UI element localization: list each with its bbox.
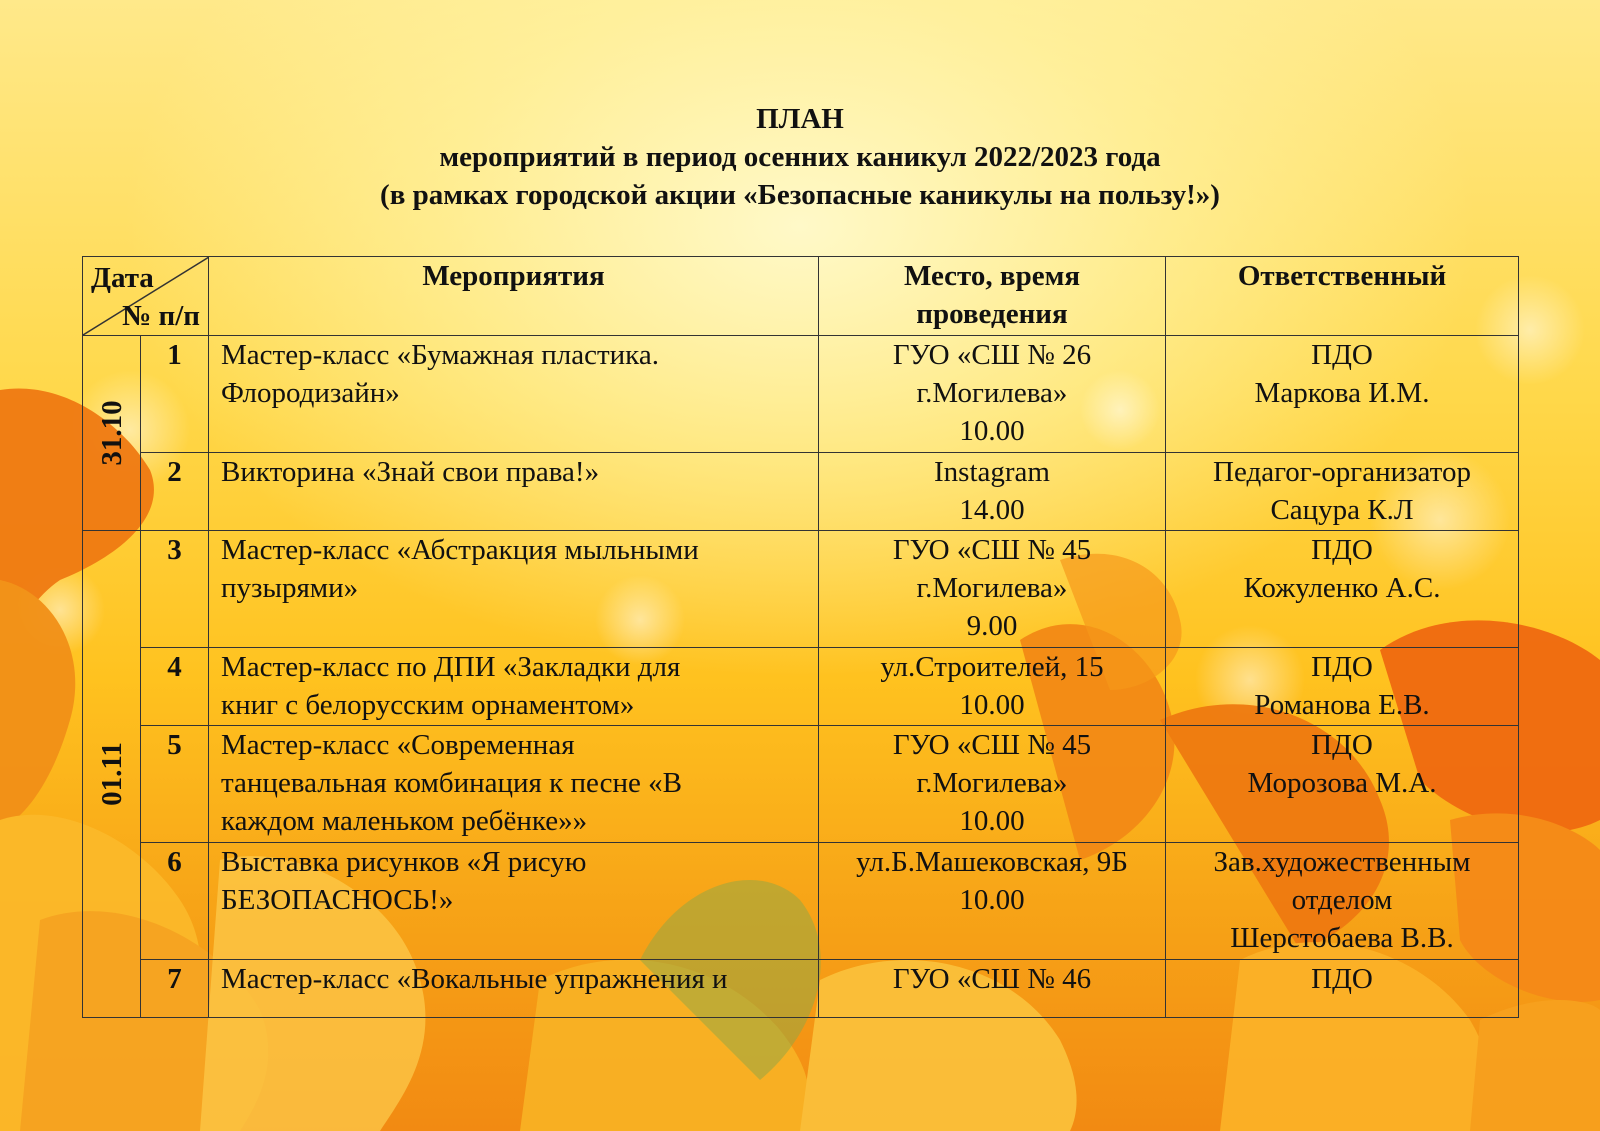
place-line: 10.00 — [959, 805, 1025, 837]
place-line: ГУО «СШ № 45 — [892, 534, 1092, 566]
event-line: Выставка рисунков «Я рисую — [221, 846, 587, 878]
event-line: книг с белорусским орнаментом» — [221, 689, 635, 721]
header-date: Дата — [91, 262, 154, 294]
title-line-1: ПЛАН — [756, 103, 844, 135]
place-line: ГУО «СШ № 45 — [892, 729, 1092, 761]
table-header-row — [83, 257, 1519, 336]
responsible-cell — [1166, 453, 1519, 531]
responsible-line: ПДО — [1311, 651, 1373, 683]
responsible-cell — [1166, 531, 1519, 648]
event-line: Мастер-класс «Бумажная пластика. — [221, 339, 659, 371]
table-row — [83, 336, 1519, 453]
responsible-line: Кожуленко А.С. — [1243, 572, 1441, 604]
place-cell — [819, 726, 1166, 843]
header-place-time-line-2: проведения — [916, 298, 1068, 330]
responsible-cell — [1166, 960, 1519, 1018]
table-row — [83, 648, 1519, 726]
responsible-line: отделом — [1291, 884, 1393, 916]
place-line: ГУО «СШ № 46 — [892, 963, 1092, 995]
place-line: г.Могилева» — [916, 377, 1068, 409]
title-line-3: (в рамках городской акции «Безопасные каникулы на пользу!») — [380, 179, 1220, 211]
header-events: Мероприятия — [209, 257, 819, 336]
events-table — [82, 256, 1519, 1018]
place-line: 9.00 — [966, 610, 1018, 642]
row-number: 4 — [141, 648, 209, 726]
place-line: 10.00 — [959, 689, 1025, 721]
place-cell — [819, 531, 1166, 648]
place-line: г.Могилева» — [916, 767, 1068, 799]
event-line: Мастер-класс «Абстракция мыльными — [221, 534, 699, 566]
responsible-cell — [1166, 726, 1519, 843]
header-place-time-line-1: Место, время — [903, 260, 1081, 292]
place-line: г.Могилева» — [916, 572, 1068, 604]
date-label: 01.11 — [95, 742, 128, 806]
title-line-2: мероприятий в период осенних каникул 2022/2023 года — [439, 141, 1161, 173]
responsible-line: Маркова И.М. — [1254, 377, 1430, 409]
row-number: 1 — [141, 336, 209, 453]
place-cell — [819, 453, 1166, 531]
event-cell — [209, 648, 819, 726]
row-number: 7 — [141, 960, 209, 1018]
responsible-line: ПДО — [1311, 339, 1373, 371]
place-line: 14.00 — [959, 494, 1025, 526]
header-number: № п/п — [122, 300, 200, 332]
header-place-time — [819, 257, 1166, 336]
table-row — [83, 726, 1519, 843]
responsible-line: ПДО — [1311, 963, 1373, 995]
header-responsible: Ответственный — [1166, 257, 1519, 336]
document-title — [0, 100, 1600, 214]
event-line: Викторина «Знай свои права!» — [221, 456, 600, 488]
table-row — [83, 531, 1519, 648]
place-line: 10.00 — [959, 415, 1025, 447]
responsible-line: Шерстобаева В.В. — [1230, 922, 1454, 954]
event-line: каждом маленьком ребёнке»» — [221, 805, 588, 837]
responsible-line: Педагог-организатор — [1213, 456, 1471, 488]
date-cell — [83, 531, 141, 1018]
responsible-cell — [1166, 336, 1519, 453]
event-line: танцевальная комбинация к песне «В — [221, 767, 682, 799]
date-cell — [83, 336, 141, 531]
place-line: ГУО «СШ № 26 — [892, 339, 1092, 371]
event-cell — [209, 531, 819, 648]
date-label: 31.10 — [95, 400, 128, 466]
event-cell — [209, 960, 819, 1018]
event-line: БЕЗОПАСНОСЬ!» — [221, 884, 454, 916]
place-line: ул.Строителей, 15 — [880, 651, 1104, 683]
responsible-cell — [1166, 648, 1519, 726]
event-line: Мастер-класс по ДПИ «Закладки для — [221, 651, 681, 683]
row-number: 5 — [141, 726, 209, 843]
place-line: 10.00 — [959, 884, 1025, 916]
responsible-line: Романова Е.В. — [1254, 689, 1430, 721]
event-cell — [209, 336, 819, 453]
row-number: 3 — [141, 531, 209, 648]
table-row — [83, 843, 1519, 960]
event-line: Флородизайн» — [221, 377, 400, 409]
event-line: Мастер-класс «Вокальные упражнения и — [221, 963, 728, 995]
responsible-line: ПДО — [1311, 729, 1373, 761]
header-date-number — [83, 257, 209, 336]
responsible-line: Сацура К.Л — [1270, 494, 1414, 526]
responsible-line: Морозова М.А. — [1247, 767, 1437, 799]
responsible-line: ПДО — [1311, 534, 1373, 566]
row-number: 2 — [141, 453, 209, 531]
place-cell — [819, 960, 1166, 1018]
responsible-line: Зав.художественным — [1213, 846, 1471, 878]
table-row — [83, 453, 1519, 531]
place-cell — [819, 648, 1166, 726]
place-line: Instagram — [934, 456, 1050, 488]
event-line: Мастер-класс «Современная — [221, 729, 575, 761]
event-cell — [209, 843, 819, 960]
place-cell — [819, 336, 1166, 453]
responsible-cell — [1166, 843, 1519, 960]
row-number: 6 — [141, 843, 209, 960]
event-cell — [209, 453, 819, 531]
place-cell — [819, 843, 1166, 960]
event-cell — [209, 726, 819, 843]
place-line: ул.Б.Машековская, 9Б — [856, 846, 1128, 878]
event-line: пузырями» — [221, 572, 359, 604]
table-row — [83, 960, 1519, 1018]
